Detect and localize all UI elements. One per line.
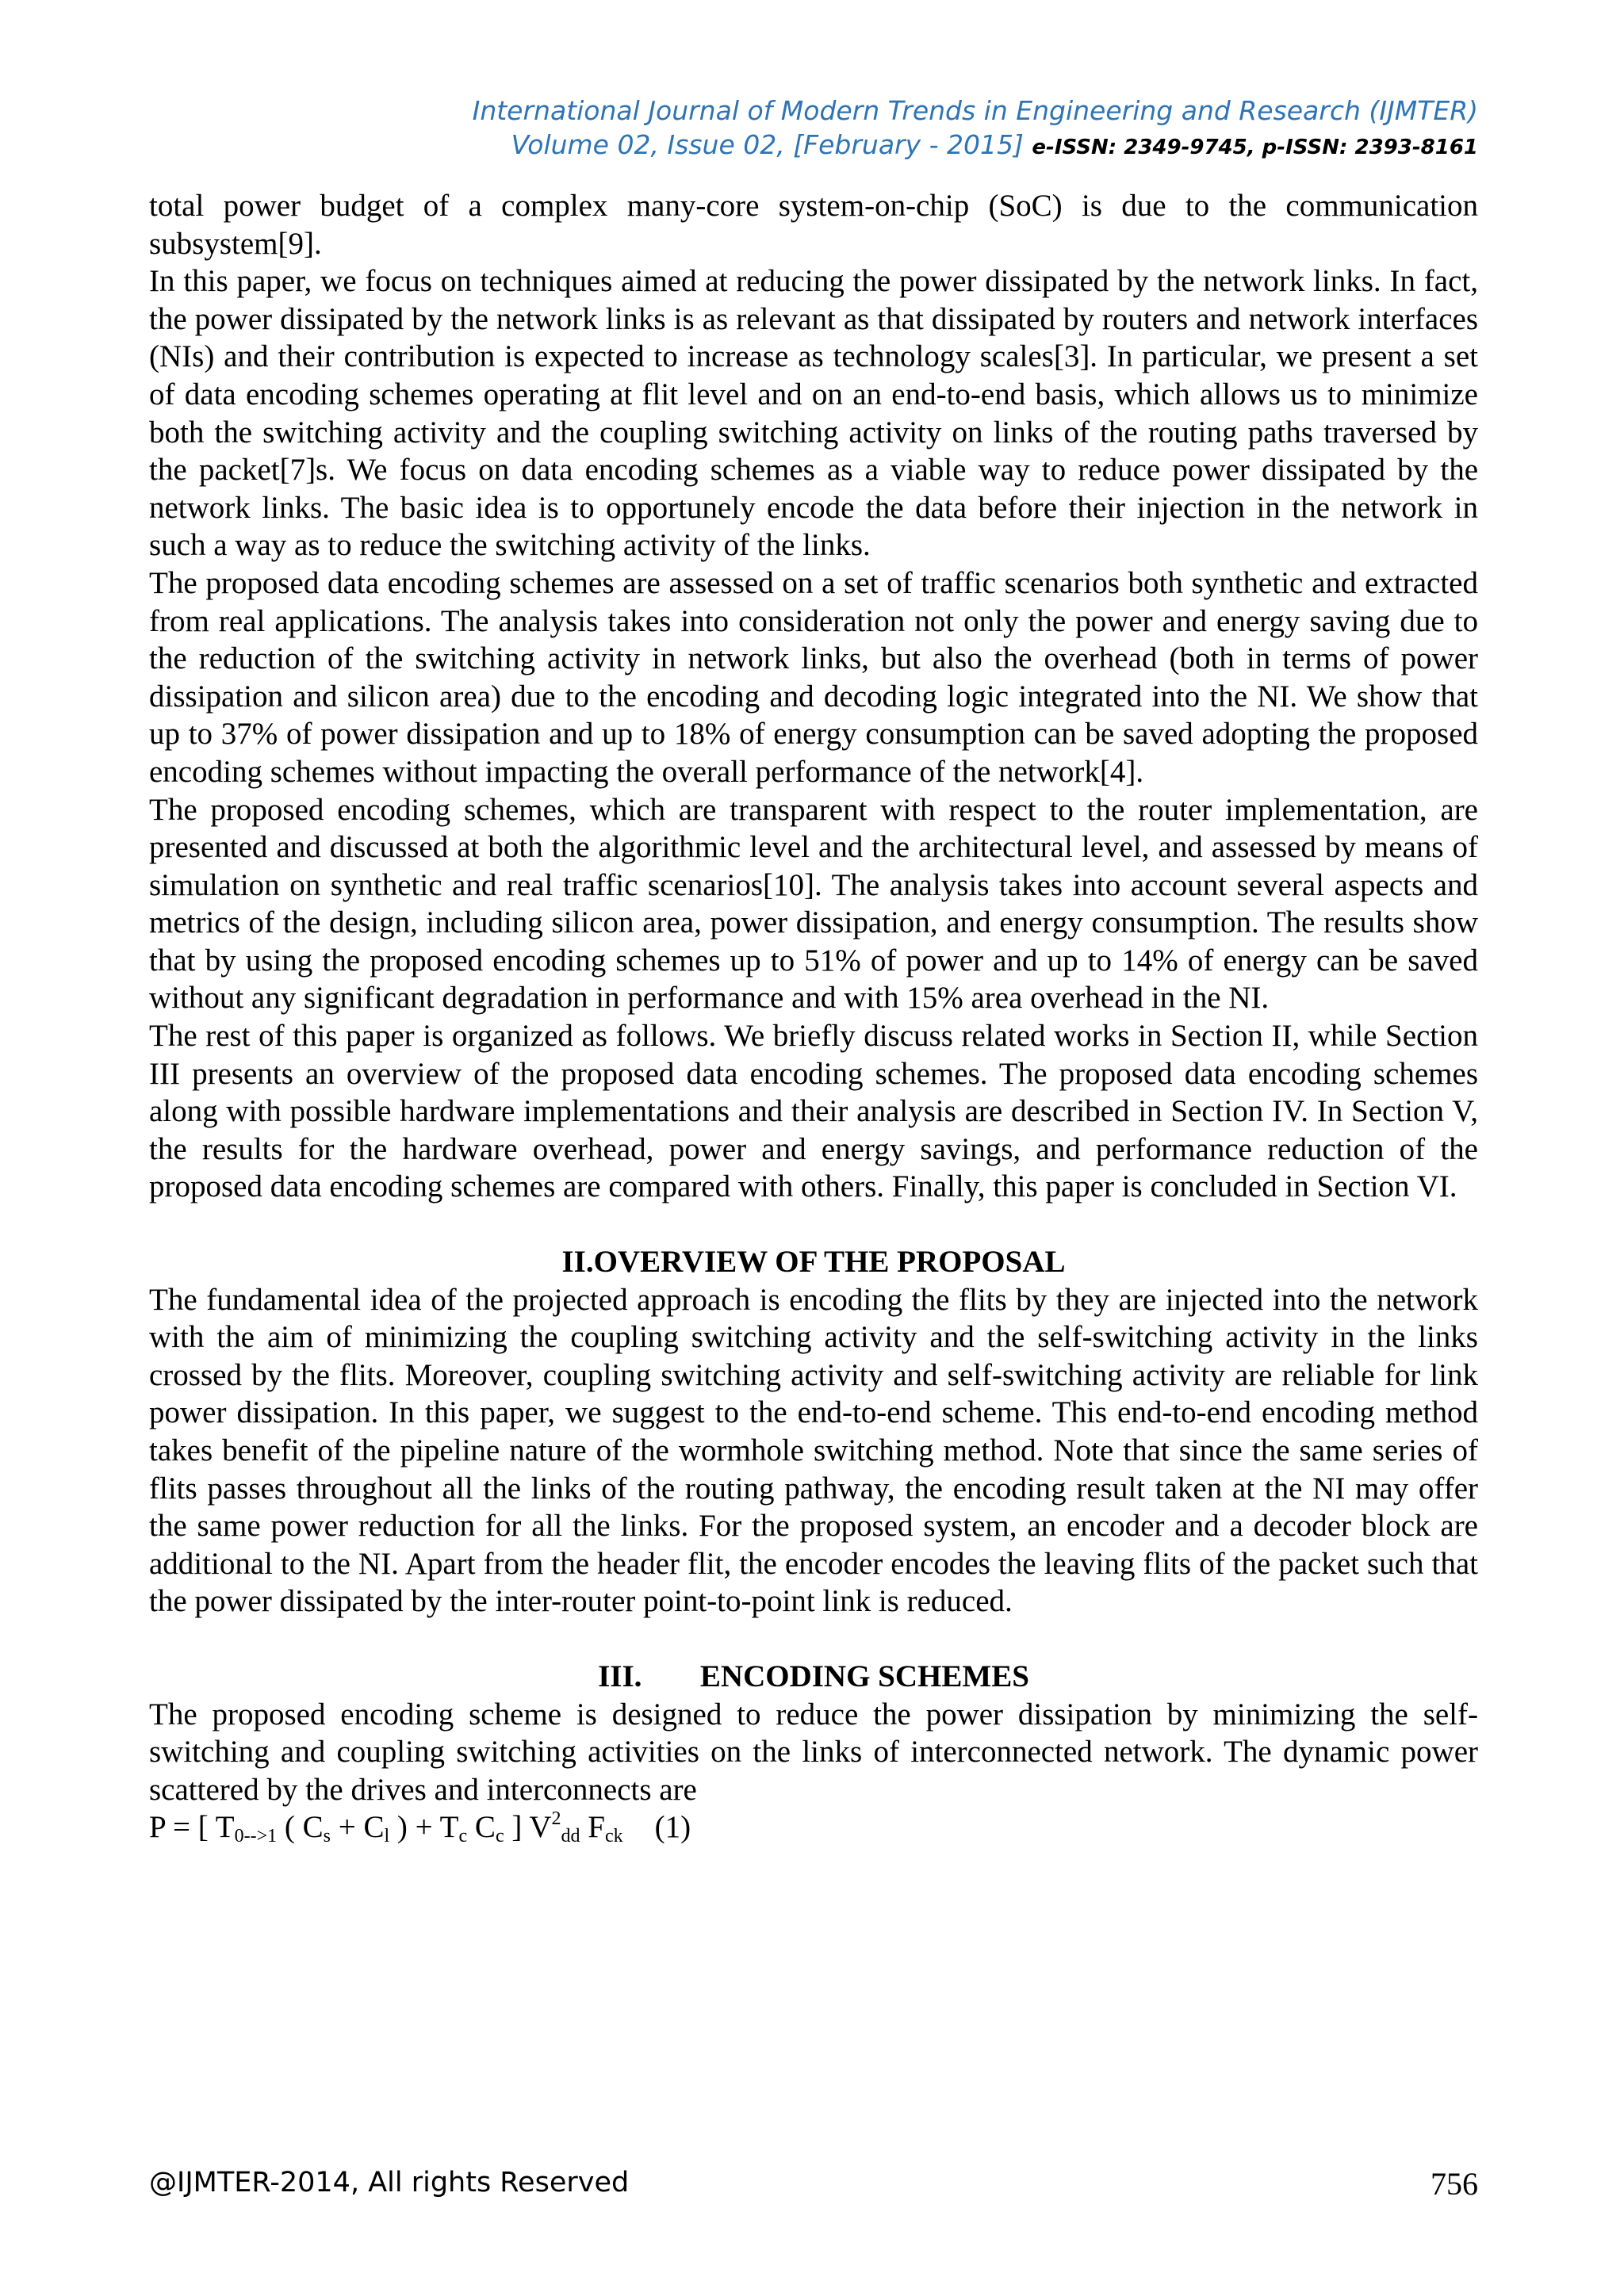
issn-numbers: e-ISSN: 2349-9745, p-ISSN: 2393-8161 [1032,136,1478,159]
body-paragraph-4: The proposed encoding schemes, which are transparent with respect to the router implementation, are presented and discussed at both the algorithmic level and the architectural level, and assessed by means of simulation on synthetic and real traffic scenarios[10]. The analysis takes into account several aspects and metrics of the design, including silicon area, power dissipation, and energy consumption. The results show that by using the proposed encoding schemes up to 51% of power and up to 14% of energy can be saved without any significant degradation in performance and with 15% area overhead in the NI. [149,792,1478,1016]
body-paragraph-5: The rest of this paper is organized as follows. We briefly discuss related works in Section II, while Section III presents an overview of the proposed data encoding schemes. The proposed data encoding schemes along with possible hardware implementations and their analysis are described in Section IV. In Section V, the results for the hardware overhead, power and energy savings, and performance reduction of the proposed data encoding schemes are compared with others. Finally, this paper is concluded in Section VI. [149,1019,1478,1204]
volume-issue: Volume 02, Issue 02, [February - 2015] [511,129,1024,160]
journal-volume-line [149,128,1478,165]
body-paragraph-2: In this paper, we focus on techniques aimed at reducing the power dissipated by the network links. In fact, the power dissipated by the network links is as relevant as that dissipated by routers and network interfaces (NIs) and their contribution is expected to increase as technology scales[3]. In particular, we present a set of data encoding schemes operating at flit level and on an end-to-end basis, which allows us to minimize both the switching activity and the coupling switching activity on links of the routing paths traversed by the packet[7]s. We focus on data encoding schemes as a viable way to reduce power dissipated by the network links. The basic idea is to opportunely encode the data before their injection in the network in such a way as to reduce the switching activity of the links. [149,264,1478,563]
section-heading-encoding [149,1658,1478,1696]
section-title: ENCODING SCHEMES [699,1659,1029,1693]
encoding-paragraph: The proposed encoding scheme is designed to reduce the power dissipation by minimizing the self-switching and coupling switching activities on the links of interconnected network. The dynamic power scattered by the drives and interconnects are [149,1697,1478,1807]
body-paragraph-3: The proposed data encoding schemes are assessed on a set of traffic scenarios both synthetic and extracted from real applications. The analysis takes into consideration not only the power and energy saving due to the reduction of the switching activity in network links, but also the overhead (both in terms of power dissipation and silicon area) due to the encoding and decoding logic integrated into the NI. We show that up to 37% of power dissipation and up to 18% of energy consumption can be saved adopting the proposed encoding schemes without impacting the overall performance of the network[4]. [149,565,1478,789]
article-body [149,187,1478,1846]
section-number: III. [598,1659,642,1693]
body-paragraph-1: total power budget of a complex many-core system-on-chip (SoC) is due to the communication subsystem[9]. [149,189,1478,261]
spacer [149,1206,1478,1243]
page-number: 756 [1431,2166,1478,2202]
journal-title: International Journal of Modern Trends in Engineering and Research (IJMTER) [472,95,1478,126]
section-heading-overview: II.OVERVIEW OF THE PROPOSAL [561,1245,1066,1280]
spacer [149,1621,1478,1658]
journal-header [149,94,1478,165]
copyright-footer: @IJMTER-2014, All rights Reserved [149,2167,630,2198]
overview-paragraph: The fundamental idea of the projected approach is encoding the flits by they are injected into the network with the aim of minimizing the coupling switching activity and the self-switching activity in the links crossed by the flits. Moreover, coupling switching activity and self-switching activity are reliable for link power dissipation. In this paper, we suggest to the end-to-end scheme. This end-to-end encoding method takes benefit of the pipeline nature of the wormhole switching method. Note that since the same series of flits passes throughout all the links of the routing pathway, the encoding result taken at the NI may offer the same power reduction for all the links. For the proposed system, an encoder and a decoder block are additional to the NI. Apart from the header flit, the encoder encodes the leaving flits of the packet such that the power dissipated by the inter-router point-to-point link is reduced. [149,1282,1478,1619]
equation-number: (1) [654,1810,691,1845]
power-equation: P = [ $T_{0-->1}$ ( $C_s + C_l$ ) + $T_c$ $C_c$ ] $V^2_{dd}$ $F_{ck}$ (1) [149,1808,691,1847]
